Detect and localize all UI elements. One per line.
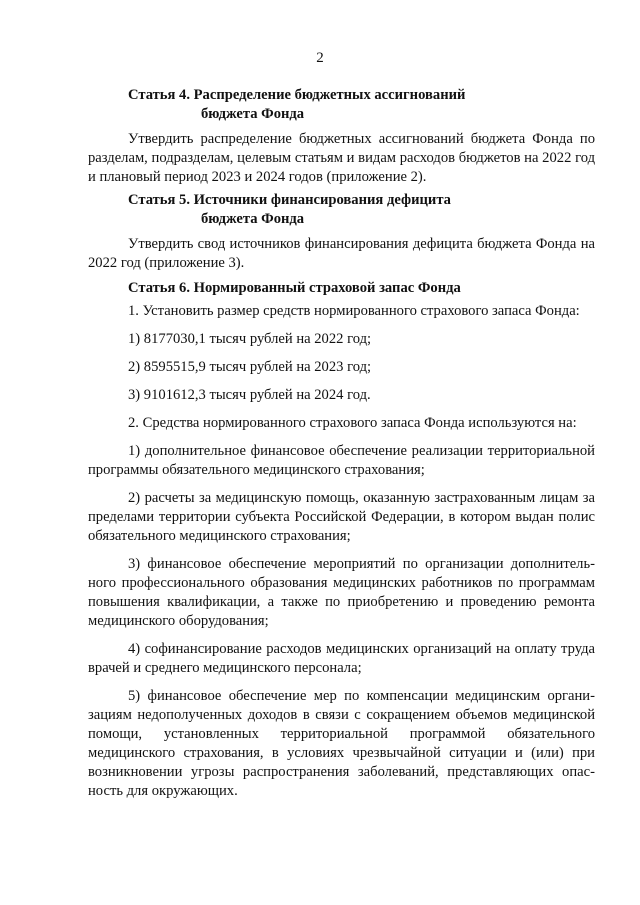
article-5-text: Утвердить свод источников финансирования дефицита бюджета Фонда на 2022 год (приложение 3). bbox=[88, 236, 595, 271]
page-number: 2 bbox=[316, 50, 324, 66]
article-5-heading-line2: бюджета Фонда bbox=[201, 211, 305, 227]
article-5-heading-line1: Статья 5. Источники финансирования дефицита bbox=[128, 192, 451, 208]
document-body bbox=[88, 86, 595, 801]
article-4-text: Утвердить распределение бюджетных ассигнований бюджета Фонда по разделам, подразделам, целевым статьям и видам расходов бюджетов на 2022 год и плановый период 2023 и 2024 годов (приложение 2). bbox=[88, 131, 595, 185]
article-4-heading bbox=[88, 86, 595, 124]
article-6-p2-item-3: 3) финансовое обеспечение мероприятий по организации дополнительного профессионального образования медицинских работников по программам повышения квалификации, а также по приобретению и проведению ремонта медицинского оборудования; bbox=[88, 556, 595, 629]
article-6-p2-item-4: 4) софинансирование расходов медицинских организаций на оплату труда врачей и среднего медицинского персонала; bbox=[88, 641, 595, 676]
article-4-heading-line1: Статья 4. Распределение бюджетных ассигнований bbox=[128, 87, 466, 103]
article-6-heading bbox=[88, 279, 595, 298]
article-5-heading bbox=[88, 191, 595, 229]
article-6-p1-item-2: 2) 8595515,9 тысяч рублей на 2023 год; bbox=[128, 359, 372, 375]
article-6-p2-item-1: 1) дополнительное финансовое обеспечение реализации территориальной программы обязательного медицинского страхования; bbox=[88, 443, 595, 478]
article-6-heading-line1: Статья 6. Нормированный страховой запас Фонда bbox=[128, 280, 461, 296]
article-6-p1-item-3: 3) 9101612,3 тысяч рублей на 2024 год. bbox=[128, 387, 371, 403]
article-4-heading-line2: бюджета Фонда bbox=[201, 106, 305, 122]
article-6-paragraph-2: 2. Средства нормированного страхового запаса Фонда используются на: bbox=[128, 415, 577, 431]
article-6-p2-item-5: 5) финансовое обеспечение мер по компенсации медицинским организациям недополученных доходов в связи с сокращением объемов медицинской помощи, установленных территориальной программой обязательного медицинского страхования, в условиях чрезвычайной ситуации и (или) при возникновении угрозы распространения заболеваний, представляющих опасность для окружающих. bbox=[88, 688, 595, 799]
article-6-p1-item-1: 1) 8177030,1 тысяч рублей на 2022 год; bbox=[128, 331, 372, 347]
article-6-p2-item-2: 2) расчеты за медицинскую помощь, оказанную застрахованным лицам за пределами территории субъекта Российской Федерации, в котором выдан полис обязательного медицинского страхования; bbox=[88, 490, 595, 544]
article-6-paragraph-1: 1. Установить размер средств нормированного страхового запаса Фонда: bbox=[128, 303, 580, 319]
